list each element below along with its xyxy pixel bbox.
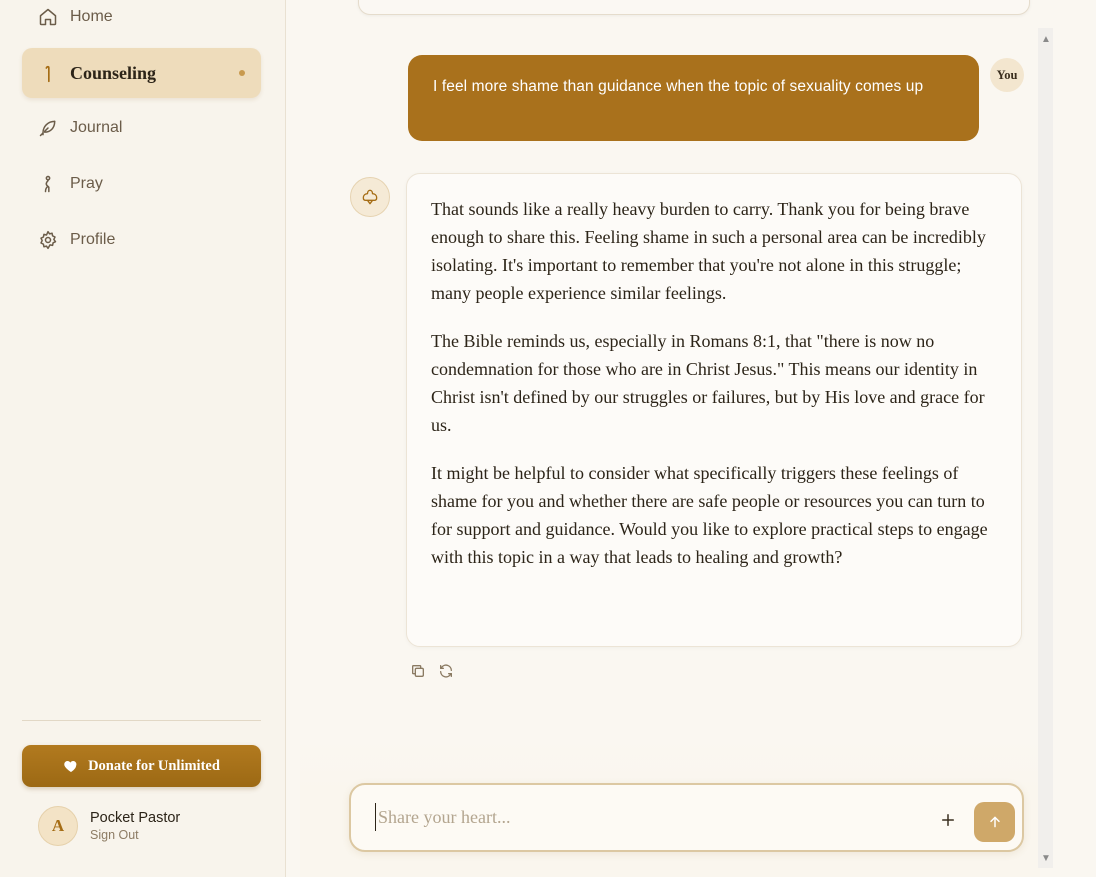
sidebar-item-label: Home [70, 8, 113, 25]
message-actions [409, 662, 465, 680]
sidebar-item-label: Profile [70, 231, 116, 248]
sidebar-item-pray[interactable] [22, 159, 261, 209]
regenerate-icon[interactable] [437, 662, 455, 680]
send-button[interactable] [974, 802, 1015, 842]
avatar: A [38, 806, 78, 846]
donate-button[interactable] [22, 745, 261, 787]
message-input[interactable] [375, 803, 915, 831]
assistant-paragraph: The Bible reminds us, especially in Romans 8:1, that "there is now no condemnation for those who are in Christ Jesus." This means our identity in Christ isn't defined by our struggles or failures, but by His love and grace for us. [431, 331, 985, 435]
sidebar-item-journal[interactable] [22, 103, 261, 153]
candle-icon [38, 63, 58, 83]
dove-icon [360, 187, 380, 207]
donate-label: Donate for Unlimited [88, 757, 220, 774]
active-indicator [239, 70, 245, 76]
home-icon [38, 7, 58, 27]
scrollbar[interactable] [1038, 28, 1053, 868]
copy-icon[interactable] [409, 662, 427, 680]
assistant-paragraph: That sounds like a really heavy burden to carry. Thank you for being brave enough to share this. Feeling shame in such a personal area can be incredibly isolating. It's important to remember that you're not alone in this struggle; many people experience similar feelings. [431, 199, 986, 303]
assistant-message-bubble [406, 173, 1022, 647]
plus-icon[interactable] [939, 811, 957, 829]
user-avatar-badge: You [990, 58, 1024, 92]
sidebar [0, 0, 286, 877]
sidebar-item-label: Journal [70, 119, 123, 136]
heart-icon [63, 758, 79, 774]
gear-icon [38, 230, 58, 250]
message-composer [349, 783, 1024, 852]
sidebar-item-home[interactable] [22, 0, 261, 42]
sidebar-item-profile[interactable] [22, 215, 261, 265]
arrow-up-icon [987, 814, 1003, 830]
user-name: Pocket Pastor [90, 810, 181, 826]
assistant-paragraph: It might be helpful to consider what specifically triggers these feelings of shame for you and whether there are safe people or resources you can turn to for support and guidance. Would you like to explore practical steps to engage with this topic in a way that leads to healing and growth? [431, 463, 988, 567]
praying-hands-icon [38, 174, 58, 194]
sidebar-divider [22, 720, 261, 721]
feather-icon [38, 118, 58, 138]
sidebar-item-label: Pray [70, 175, 103, 192]
previous-message-card [358, 0, 1030, 15]
scroll-down-arrow-icon[interactable]: ▼ [1041, 852, 1051, 864]
user-profile [38, 806, 180, 846]
sidebar-item-counseling[interactable] [22, 48, 261, 98]
scroll-up-arrow-icon[interactable]: ▲ [1041, 33, 1051, 45]
sidebar-item-label: Counseling [70, 62, 157, 83]
assistant-avatar [350, 177, 390, 217]
user-message-bubble: I feel more shame than guidance when the topic of sexuality comes up [408, 55, 979, 141]
sign-out-link[interactable]: Sign Out [90, 828, 139, 842]
